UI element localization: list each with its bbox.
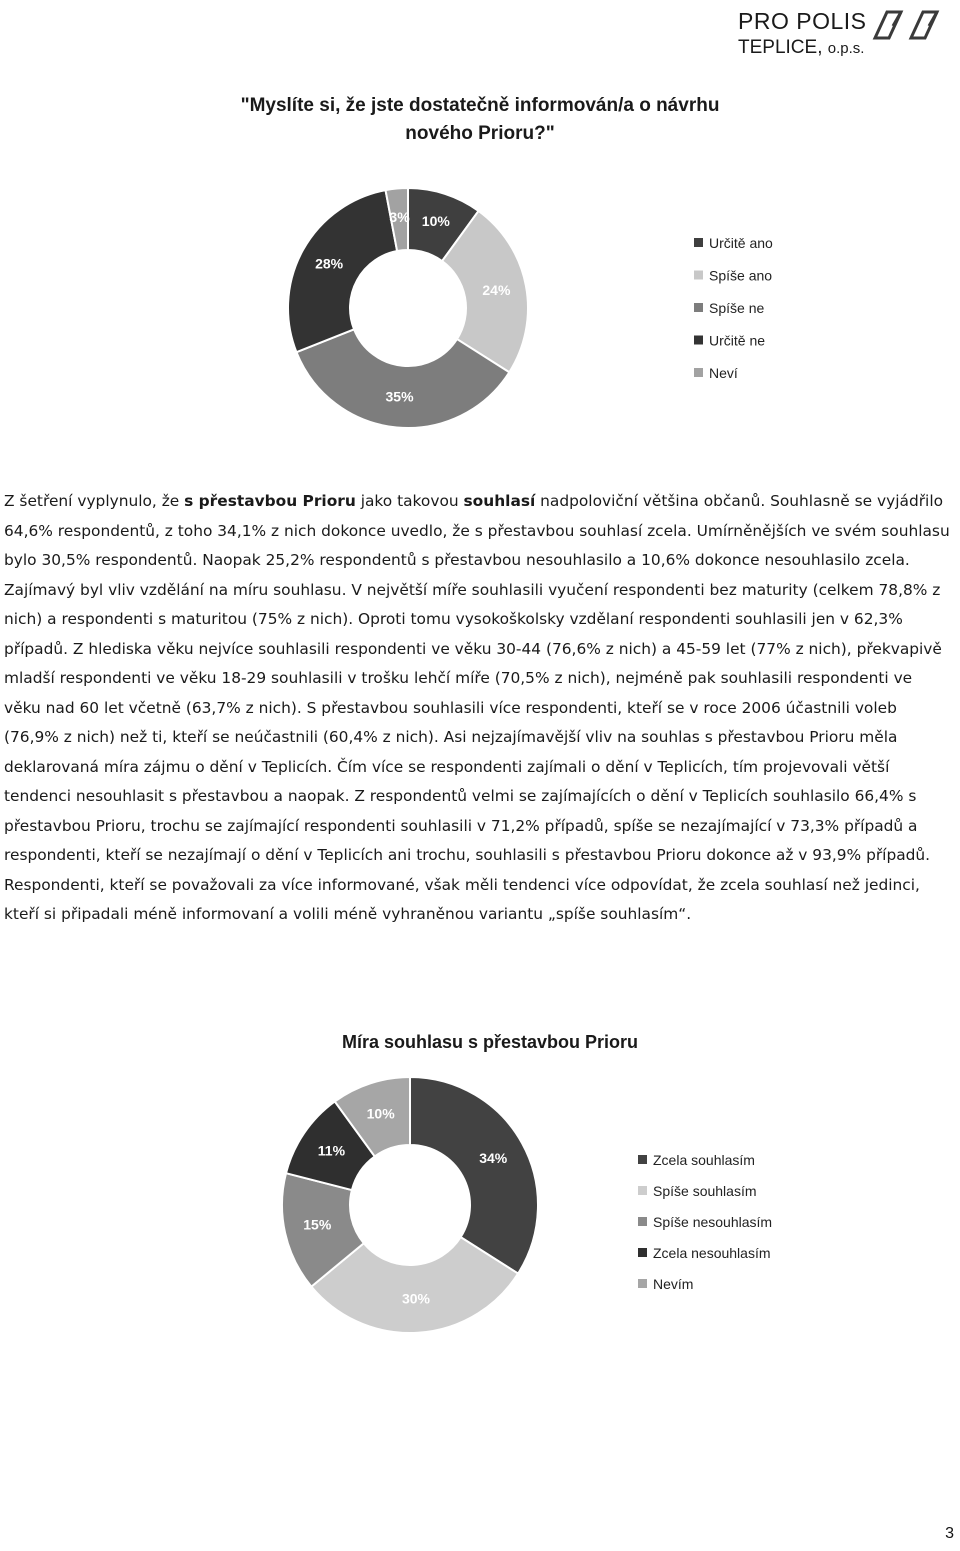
chart1-legend-label-4: Neví — [709, 365, 738, 381]
chart1-legend-swatch-3 — [694, 336, 703, 345]
chart2-slice-label-4: 10% — [366, 1105, 395, 1122]
chart2-slice-label-2: 15% — [303, 1216, 332, 1233]
chart2-legend-swatch-0 — [638, 1155, 647, 1164]
chart1-slice-label-4: 3% — [389, 209, 410, 226]
chart2-legend-swatch-2 — [638, 1217, 647, 1226]
chart1-slice-label-3: 28% — [315, 255, 344, 272]
body-text-2: jako takovou — [355, 492, 464, 510]
chart1-legend-label-0: Určitě ano — [709, 235, 773, 251]
chart2-slice-label-3: 11% — [317, 1142, 346, 1159]
chart1-legend-swatch-4 — [694, 368, 703, 377]
chart2-legend-swatch-1 — [638, 1186, 647, 1195]
body-text-3: nadpoloviční většina občanů. Souhlasně se vyjádřilo 64,6% respondentů, z toho 34,1% z nich dokonce uvedlo, že s přestavbou souhlasí zcela. Umírněnějších ve svém souhlasu bylo 30,5% respondentů. Naopak 25,2% respondentů s přestavbou nesouhlasilo a 10,6% dokonce nesouhlasilo zcela. Zajímavý byl vliv vzdělání na míru souhlasu. V největší míře souhlasili vyučení respondenti bez maturity (celkem 78,8% z nich) a respondenti s maturitou (75% z nich). Oproti tomu vysokoškolsky vzdělaní respondenti souhlasili jen v 62,3% případů. Z hlediska věku nejvíce souhlasili respondenti ve věku 30-44 (76,6% z nich) a 45-59 let (77% z nich), překvapivě mladší respondenti ve věku 18-29 souhlasili v trošku lehčí míře (70,5% z nich), nejméně pak souhlasili respondenti ve věku nad 60 let včetně (63,7% z nich). S přestavbou souhlasili více respondenti, kteří se v roce 2006 účastnili voleb (76,9% z nich) než ti, kteří se neúčastnili (60,4% z nich). Asi nejzajímavější vliv na souhlas s přestavbou Prioru měla deklarovaná míra zájmu o dění v Teplicích. Čím více se respondenti zajímali o dění v Teplicích, tím projevovali větší tendenci nesouhlasit s přestavbou a naopak. Z respondentů velmi se zajímajících o dění v Teplicích souhlasilo 66,4% s přestavbou Prioru, trochu se zajímající respondenti souhlasili v 71,2% případů, spíše se nezajímající v 73,3% případů a respondenti, kteří se nezajímají o dění v Teplicích ani trochu, souhlasili s přestavbou Prioru dokonce až v 93,9% případů. Respondenti, kteří se považovali za více informované, však měli tendenci více odpovídat, že zcela souhlasí než jedinci, kteří si připadali méně informovaní a volili méně vyhraněnou variantu „spíše souhlasím“. — [4, 492, 950, 923]
chart2-legend-label-1: Spíše souhlasím — [653, 1183, 757, 1199]
chart2-legend-swatch-3 — [638, 1248, 647, 1257]
chart2-title: Míra souhlasu s přestavbou Prioru — [341, 1032, 639, 1052]
chart1-slice-label-0: 10% — [421, 213, 450, 230]
chart2-legend-label-3: Zcela nesouhlasím — [653, 1245, 771, 1261]
chart2 — [0, 1000, 960, 1400]
logo-line2-main: TEPLICE, — [738, 37, 823, 58]
chart2-legend-label-2: Spíše nesouhlasím — [653, 1214, 773, 1230]
chart2-legend-label-0: Zcela souhlasím — [653, 1152, 755, 1168]
chart1-slice-label-1: 24% — [482, 281, 511, 298]
body-paragraph — [4, 487, 952, 930]
chart1-legend-label-3: Určitě ne — [709, 332, 766, 349]
body-text-1: Z šetření vyplynulo, že — [4, 492, 185, 510]
logo-line1: PRO POLIS — [738, 8, 867, 34]
chart1-legend-label-2: Spíše ne — [709, 300, 765, 316]
body-text-2-bold: souhlasí — [463, 492, 536, 510]
chart2-slice-label-1: 30% — [401, 1290, 430, 1307]
chart1-legend-label-1: Spíše ano — [709, 267, 773, 284]
chart2-slice-0 — [410, 1077, 538, 1274]
chart2-slice-label-0: 34% — [479, 1149, 508, 1166]
chart1-title: "Myslíte si, že jste dostatečně informován/a o návrhu nového Prioru?" — [240, 95, 720, 144]
logo-line2-small: o.p.s. — [827, 40, 865, 57]
chart2-legend-label-4: Nevím — [653, 1276, 694, 1292]
chart1-legend-swatch-1 — [694, 271, 703, 280]
chart1-legend-swatch-0 — [694, 238, 703, 247]
chart1-slice-label-2: 35% — [385, 388, 414, 405]
chart1 — [0, 0, 960, 480]
chart1-legend-swatch-2 — [694, 303, 703, 312]
chart2-legend-swatch-4 — [638, 1279, 647, 1288]
page-number: 3 — [945, 1525, 954, 1542]
body-text-1-bold: s přestavbou Prioru — [184, 492, 356, 510]
